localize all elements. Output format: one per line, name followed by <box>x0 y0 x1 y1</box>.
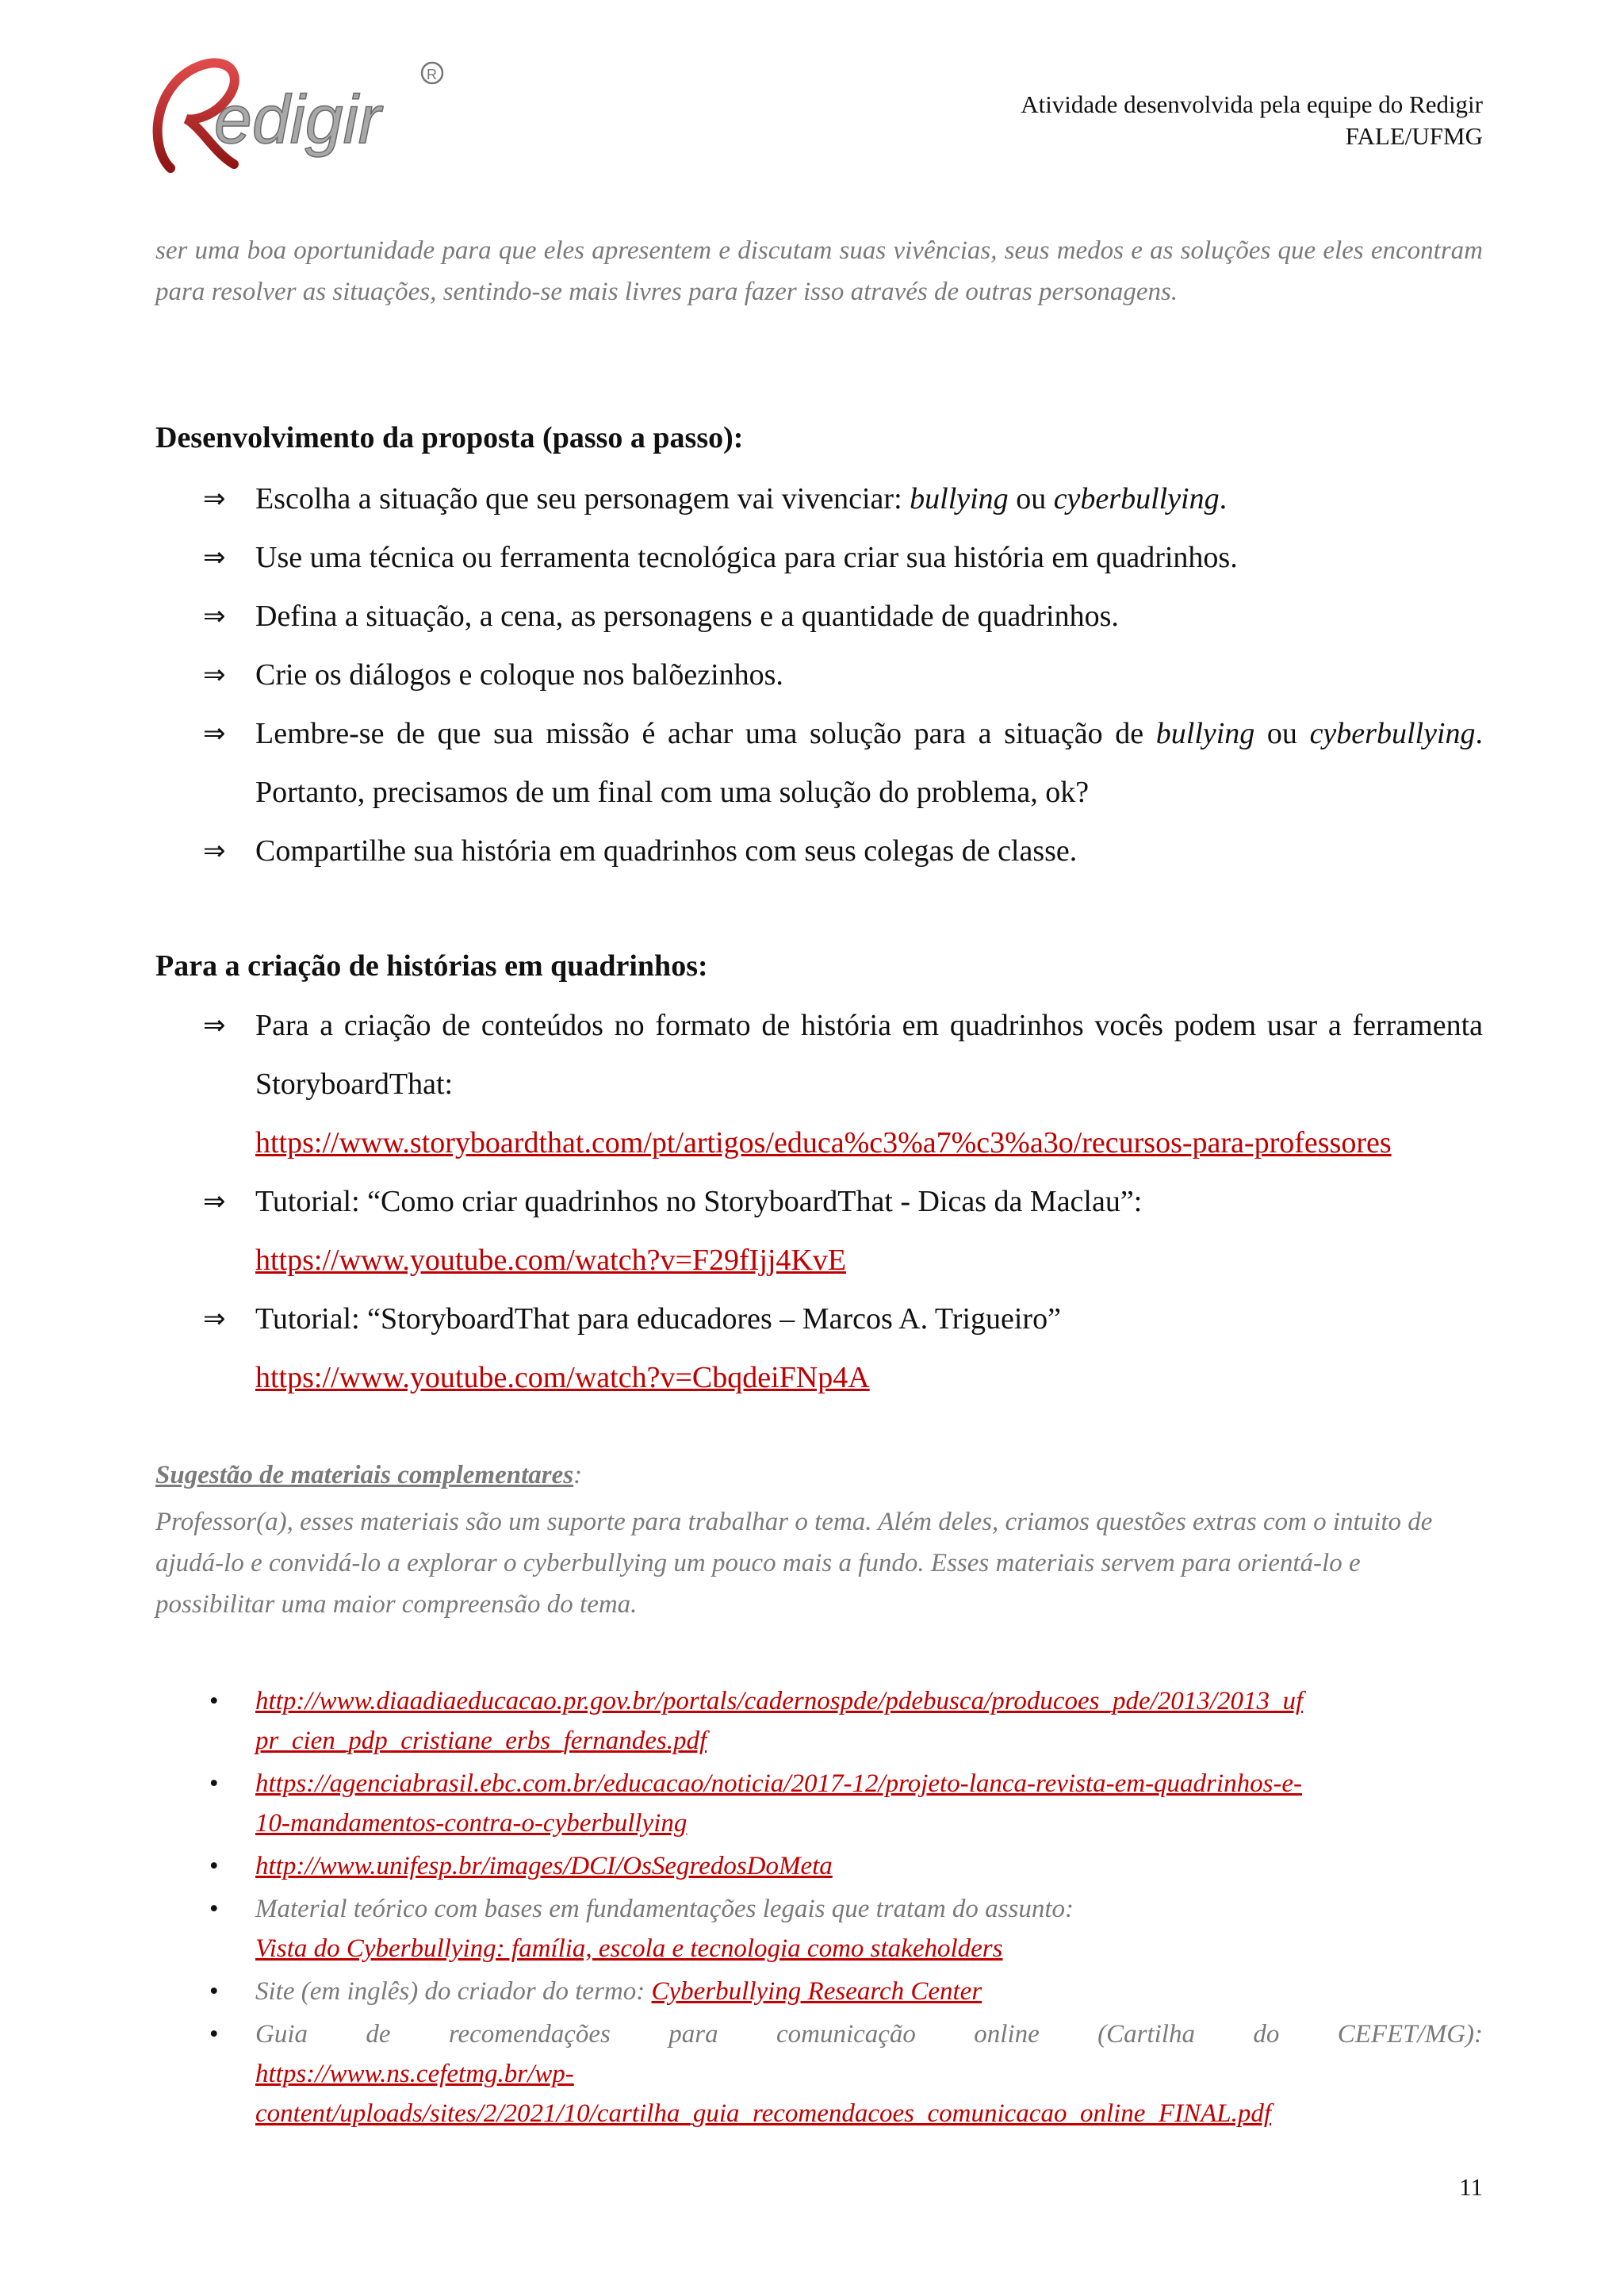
right-arrow-icon: ⇒ <box>203 600 226 632</box>
material-link[interactable]: Vista do Cyberbullying: família, escola e tecnologia como stakeholders <box>255 1934 1003 1963</box>
bullet-icon: • <box>209 1895 219 1923</box>
creation-item: ⇒ Tutorial: “StoryboardThat para educadores – Marcos A. Trigueiro” https://www.youtube.com/watch?v=CbqdeiFNp4A <box>155 1290 1483 1407</box>
materials-list <box>155 1681 1483 2137</box>
right-arrow-icon: ⇒ <box>203 483 226 515</box>
right-arrow-icon: ⇒ <box>203 1010 226 1041</box>
right-arrow-icon: ⇒ <box>203 1303 226 1335</box>
bullet-icon: • <box>209 1687 219 1715</box>
bullet-icon: • <box>209 1852 219 1880</box>
youtube-link-maclau[interactable]: https://www.youtube.com/watch?v=F29fIjj4KvE <box>255 1244 847 1277</box>
header-line1: Atividade desenvolvida pela equipe do Redigir <box>1021 90 1483 118</box>
right-arrow-icon: ⇒ <box>203 718 226 749</box>
bullet-icon: • <box>209 1977 219 2006</box>
youtube-link-trigueiro[interactable]: https://www.youtube.com/watch?v=CbqdeiFNp4A <box>255 1361 870 1394</box>
bullet-icon: • <box>209 1769 219 1798</box>
material-item <box>155 1846 1483 1886</box>
creation-list <box>155 996 1483 1407</box>
development-heading: Desenvolvimento da proposta (passo a passo): <box>155 421 744 454</box>
development-steps <box>155 470 1483 880</box>
material-link[interactable]: http://www.diaadiaeducacao.pr.gov.br/portals/cadernospde/pdebusca/producoes_pde/2013/2013_uf pr_cien_pdp_cristiane_erbs_fernandes.pdf <box>255 1687 1304 1755</box>
material-link[interactable]: Cyberbullying Research Center <box>651 1977 982 2006</box>
creation-heading: Para a criação de histórias em quadrinhos: <box>155 949 708 983</box>
material-link[interactable]: http://www.unifesp.br/images/DCI/OsSegredosDoMeta <box>255 1852 833 1880</box>
step-item: ⇒ Escolha a situação que seu personagem vai vivenciar: bullying ou cyberbullying. <box>155 470 1483 528</box>
material-item <box>155 1764 1483 1843</box>
bullet-icon: • <box>209 2020 219 2049</box>
redigir-logo <box>139 49 456 184</box>
suggestions-title: Sugestão de materiais complementares: <box>155 1461 583 1489</box>
right-arrow-icon: ⇒ <box>203 659 226 691</box>
material-item: • Material teórico com bases em fundamentações legais que tratam do assunto: Vista do Cyberbullying: família, escola e tecnologia como stakeholders <box>155 1889 1483 1968</box>
material-link[interactable]: https://agenciabrasil.ebc.com.br/educacao/noticia/2017-12/projeto-lanca-revista-em-quadrinhos-e- 10-mandamentos-contra-o-cyberbullying <box>255 1769 1303 1838</box>
creation-item: ⇒ Para a criação de conteúdos no formato de história em quadrinhos vocês podem usar a ferramenta StoryboardThat: https://www.storyboardthat.com/pt/artigos/educa%c3%a7%c3%a3o/recursos-para-professores <box>155 996 1483 1172</box>
step-item: ⇒ Use uma técnica ou ferramenta tecnológica para criar sua história em quadrinhos. <box>155 528 1483 587</box>
intro-paragraph: ser uma boa oportunidade para que eles apresentem e discutam suas vivências, seus medos e as soluções que eles encontram para resolver as situações, sentindo-se mais livres para fazer isso através de outras personagens. <box>155 236 1483 306</box>
step-item: ⇒ Crie os diálogos e coloque nos balõezinhos. <box>155 646 1483 704</box>
svg-text:edigir: edigir <box>214 82 381 158</box>
step-item: ⇒ Compartilhe sua história em quadrinhos com seus colegas de classe. <box>155 822 1483 880</box>
page-number: 11 <box>1459 2173 1483 2201</box>
storyboardthat-link[interactable]: https://www.storyboardthat.com/pt/artigos/educa%c3%a7%c3%a3o/recursos-para-professores <box>255 1126 1392 1159</box>
header-line2: FALE/UFMG <box>1345 122 1483 150</box>
suggestions-text: Professor(a), esses materiais são um suporte para trabalhar o tema. Além deles, criamos questões extras com o intuito de ajudá-lo e convidá-lo a explorar o cyberbullying um pouco mais a fundo. Esses materiais servem para orientá-lo e possibilitar uma maior compreensão do tema. <box>155 1508 1433 1619</box>
material-link[interactable]: https://www.ns.cefetmg.br/wp- content/uploads/sites/2/2021/10/cartilha_guia_recomendacoes_comunicacao_online_FINAL.pdf <box>255 2060 1272 2128</box>
material-item: • Guia de recomendações para comunicação online (Cartilha do CEFET/MG): https://www.ns.cefetmg.br/wp- content/uploads/sites/2/2021/10/cartilha_guia_recomendacoes_comunicacao_online_FINAL.pdf <box>155 2014 1483 2133</box>
header-info <box>1021 89 1483 152</box>
right-arrow-icon: ⇒ <box>203 542 226 573</box>
step-item: ⇒ Defina a situação, a cena, as personagens e a quantidade de quadrinhos. <box>155 587 1483 646</box>
material-item <box>155 1681 1483 1761</box>
right-arrow-icon: ⇒ <box>203 1186 226 1217</box>
material-item: • Site (em inglês) do criador do termo: Cyberbullying Research Center <box>155 1972 1483 2011</box>
svg-text:R: R <box>427 67 437 82</box>
creation-item: ⇒ Tutorial: “Como criar quadrinhos no StoryboardThat - Dicas da Maclau”: https://www.youtube.com/watch?v=F29fIjj4KvE <box>155 1172 1483 1290</box>
right-arrow-icon: ⇒ <box>203 835 226 867</box>
step-item: ⇒ Lembre-se de que sua missão é achar uma solução para a situação de bullying ou cyberbullying. Portanto, precisamos de um final com uma solução do problema, ok? <box>155 704 1483 822</box>
